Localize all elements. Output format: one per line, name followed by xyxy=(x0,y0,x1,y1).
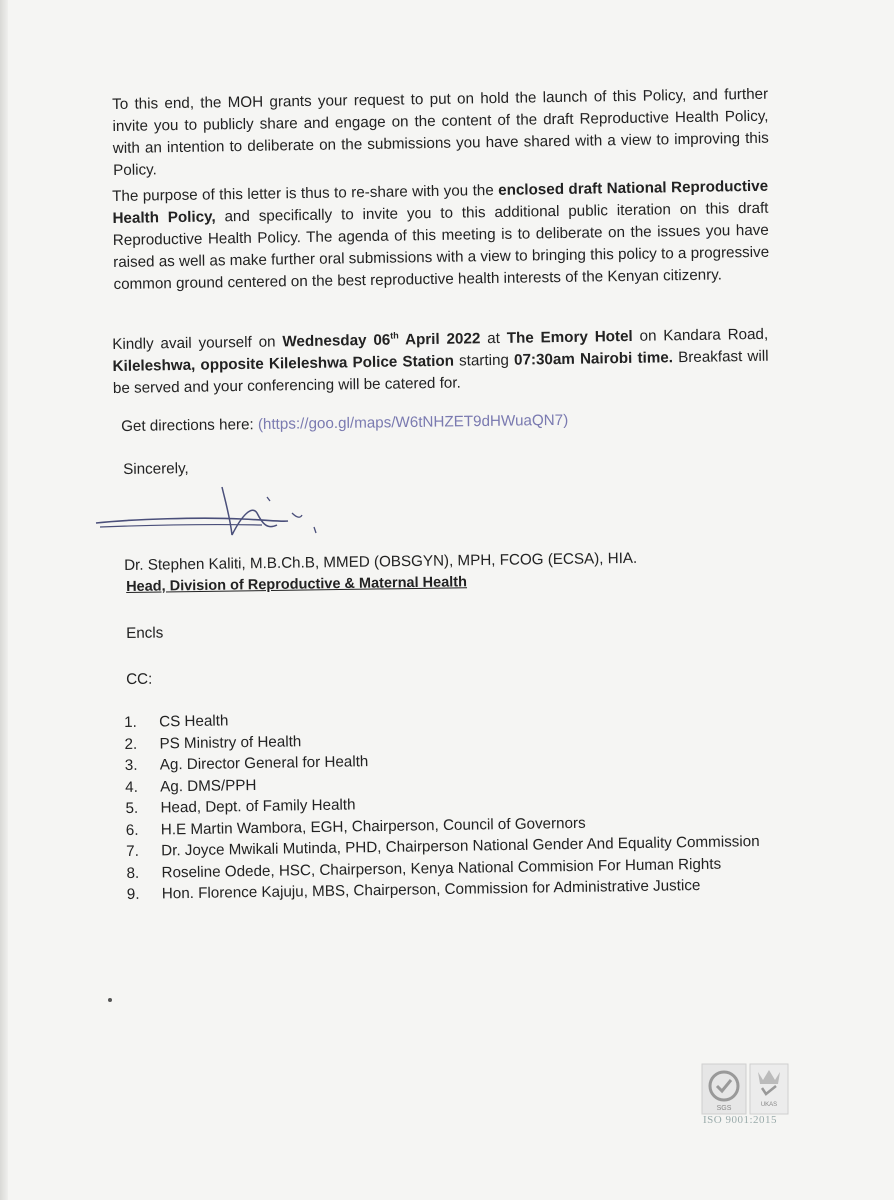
paragraph-purpose xyxy=(112,176,770,296)
signatory-title: Head, Division of Reproductive & Maternal Health xyxy=(126,574,468,595)
policy-name-bold: enclosed draft National Reproductive Health Policy, xyxy=(112,177,769,227)
paragraph-text: on Kandara Road, xyxy=(632,325,769,345)
ukas-logo-text: UKAS xyxy=(760,1102,778,1108)
closing-salutation: Sincerely, xyxy=(123,460,189,478)
ink-dot xyxy=(108,998,112,1002)
paragraph-text: Breakfast will be served and your conferencing will be catered for. xyxy=(112,347,769,398)
directions-link[interactable]: (https://goo.gl/maps/W6tNHZET9dHWuaQN7) xyxy=(257,411,569,434)
meeting-date: Wednesday 06th April 2022 xyxy=(282,330,481,351)
cc-item-text: PS Ministry of Health xyxy=(159,732,302,752)
paragraph-text: To this end, the MOH grants your request to put on hold the launch of this Policy, and further invite you to publicly share and engage on the content of the draft Reproductive Health Policy, with an intention to deliberate on the submissions you have shared with a view to improving this Policy. xyxy=(112,85,769,179)
paragraph-meeting-details xyxy=(112,319,769,400)
cc-item-number: 5. xyxy=(125,799,139,817)
cc-item-text: Dr. Joyce Mwikali Mutinda, PHD, Chairperson National Gender And Equality Commission xyxy=(161,833,760,860)
cc-item-number: 8. xyxy=(126,864,140,882)
paragraph-text: at xyxy=(480,329,507,348)
paragraph-text: and specifically to invite you to this additional public iteration on this draft Reproductive Health Policy. The agenda of this meeting is to deliberate on the issues you have raised as well as make further oral submissions with a view to bringing this policy to a progressive common ground centered on the best reproductive health interests of the Kenyan citizenry. xyxy=(112,199,770,293)
meeting-time: 07:30am Nairobi time. xyxy=(513,349,674,369)
cc-item-text: Roseline Odede, HSC, Chairperson, Kenya National Commision For Human Rights xyxy=(161,855,722,881)
page-edge-shadow xyxy=(0,0,8,1200)
cc-item-number: 1. xyxy=(124,713,137,731)
directions-label: Get directions here: xyxy=(121,416,259,435)
sgs-logo-text: SGS xyxy=(716,1105,732,1112)
cc-item-text: Head, Dept. of Family Health xyxy=(160,796,356,817)
paragraph-text: starting xyxy=(453,351,515,370)
directions-line xyxy=(121,410,568,438)
signature-image xyxy=(92,475,332,560)
cc-item-text: Hon. Florence Kajuju, MBS, Chairperson, Commission for Administrative Justice xyxy=(161,876,701,903)
cc-item-number: 6. xyxy=(125,821,139,839)
enclosures-label: Encls xyxy=(126,624,164,642)
cc-item-text: Ag. DMS/PPH xyxy=(160,776,257,795)
cc-item-number: 3. xyxy=(124,756,138,774)
paragraph-text: The purpose of this letter is thus to re-share with you the xyxy=(112,181,499,205)
venue-location: Kileleshwa, opposite Kileleshwa Police Station xyxy=(112,352,455,376)
paragraph-text: Kindly avail yourself on xyxy=(112,333,283,354)
cc-item-text: Ag. Director General for Health xyxy=(159,753,369,774)
venue-name: The Emory Hotel xyxy=(506,327,633,347)
cc-item-number: 7. xyxy=(126,842,139,860)
cc-item-text: H.E Martin Wambora, EGH, Chairperson, Council of Governors xyxy=(160,814,586,838)
cc-list xyxy=(124,701,797,905)
paragraph-hold-launch xyxy=(112,84,769,182)
signatory-name: Dr. Stephen Kaliti, M.B.Ch.B, MMED (OBSGYN), MPH, FCOG (ECSA), HIA. xyxy=(124,549,638,574)
cc-label: CC: xyxy=(126,670,153,688)
cc-item-number: 4. xyxy=(125,778,138,796)
cc-item-number: 9. xyxy=(126,885,140,903)
cc-item-number: 2. xyxy=(124,735,138,753)
cc-item-text: CS Health xyxy=(159,712,229,731)
iso-certification-text: ISO 9001:2015 xyxy=(703,1114,778,1126)
